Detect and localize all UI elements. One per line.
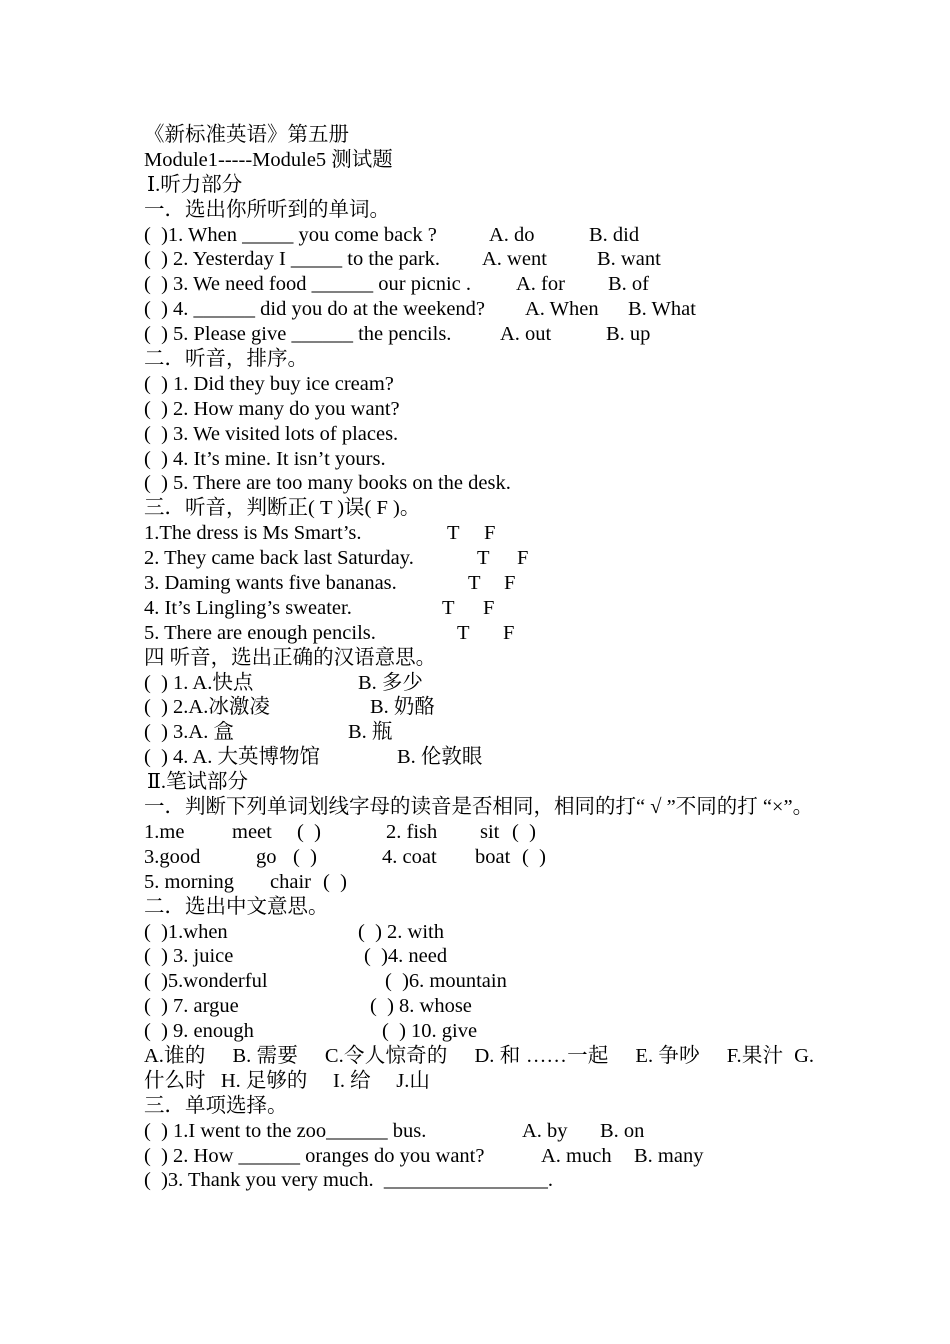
true-false-line	[144, 621, 814, 646]
meaning-line	[144, 695, 814, 720]
worksheet-subtitle: Module1-----Module5 测试题	[144, 148, 393, 171]
question-text: ( ) 2. How ______ oranges do you want?	[144, 1144, 485, 1167]
word: meet	[232, 820, 272, 843]
option-b: B. up	[606, 323, 651, 346]
listening-heading: Ⅰ.听力部分	[147, 173, 243, 196]
option-a: ( ) 3.A. 盒	[144, 721, 234, 744]
listening-sec2-heading: 二．听音，排序。	[144, 348, 308, 371]
vocab-row: ( )1.when ( ) 2. with	[144, 920, 444, 943]
option-b: B. What	[628, 298, 696, 321]
true-false-line	[144, 596, 814, 621]
option-b: B. 多少	[358, 671, 423, 694]
false-mark: F	[483, 596, 495, 619]
option-b: B. many	[634, 1144, 704, 1167]
option-a: A. When	[525, 298, 599, 321]
option-b: B. 奶酪	[370, 696, 435, 719]
vocab-row: ( ) 9. enough ( ) 10. give	[144, 1020, 478, 1043]
word: chair	[270, 870, 311, 893]
meaning-line	[144, 720, 814, 745]
vocab-row: ( )5.wonderful ( )6. mountain	[144, 970, 507, 993]
word: 4. coat	[382, 845, 437, 868]
option-a: A. for	[516, 273, 565, 296]
question-line	[144, 322, 814, 347]
true-false-line	[144, 571, 814, 596]
word: 1.me	[144, 820, 185, 843]
answer-bracket: ( )	[522, 845, 546, 868]
question-text: ( )3. Thank you very much. ________________.	[144, 1169, 553, 1192]
word: boat	[475, 845, 511, 868]
pronunciation-row	[144, 870, 814, 895]
statement-text: 4. It’s Lingling’s sweater.	[144, 596, 352, 619]
vocab-row: ( ) 3. juice ( )4. need	[144, 945, 448, 968]
question-line	[144, 297, 814, 322]
meaning-line	[144, 671, 814, 696]
true-mark: T	[457, 621, 470, 644]
worksheet-title: 《新标准英语》第五册	[144, 124, 349, 146]
word: 3.good	[144, 845, 201, 868]
option-a: ( ) 4. A. 大英博物馆	[144, 746, 320, 769]
false-mark: F	[484, 522, 496, 545]
list-item: ( ) 3. We visited lots of places.	[144, 422, 399, 445]
option-a: ( ) 1. A.快点	[144, 671, 254, 694]
question-text: ( ) 2. Yesterday I _____ to the park.	[144, 248, 441, 271]
option-b: B. of	[608, 273, 649, 296]
option-b: B. on	[600, 1119, 645, 1142]
option-a: A. by	[522, 1119, 568, 1142]
option-b: B. want	[597, 248, 661, 271]
answer-bracket: ( )	[297, 820, 321, 843]
writing-sec1-heading: 一．判断下列单词划线字母的读音是否相同，相同的打“ √ ”不同的打 “×”。	[144, 796, 814, 819]
option-a: A. went	[482, 248, 547, 271]
option-a: A. do	[489, 223, 535, 246]
meaning-line	[144, 745, 814, 770]
false-mark: F	[504, 572, 516, 595]
statement-text: 2. They came back last Saturday.	[144, 547, 414, 570]
word: 5. morning	[144, 870, 234, 893]
question-text: ( ) 1.I went to the zoo______ bus.	[144, 1119, 427, 1142]
statement-text: 3. Daming wants five bananas.	[144, 572, 397, 595]
answer-bracket: ( )	[512, 820, 536, 843]
option-a: A. out	[500, 323, 552, 346]
false-mark: F	[517, 547, 529, 570]
answer-bracket: ( )	[323, 870, 347, 893]
option-a: A. much	[541, 1144, 612, 1167]
list-item: ( ) 1. Did they buy ice cream?	[144, 372, 394, 395]
vocab-options: A.谁的 B. 需要 C.令人惊奇的 D. 和 ……一起 E. 争吵 F.果汁 G. 什么时 H. 足够的 I. 给 J.山	[144, 1044, 820, 1092]
writing-heading: Ⅱ.笔试部分	[147, 771, 249, 794]
question-line	[144, 1144, 814, 1169]
word: sit	[480, 820, 500, 843]
option-b: B. 瓶	[348, 721, 393, 744]
pronunciation-row	[144, 845, 814, 870]
option-b: B. 伦敦眼	[397, 746, 483, 769]
list-item: ( ) 4. It’s mine. It isn’t yours.	[144, 447, 386, 470]
answer-bracket: ( )	[293, 845, 317, 868]
pronunciation-row	[144, 820, 814, 845]
question-text: ( ) 5. Please give ______ the pencils.	[144, 323, 452, 346]
option-b: B. did	[589, 223, 640, 246]
word: go	[256, 845, 277, 868]
word: 2. fish	[386, 820, 438, 843]
statement-text: 5. There are enough pencils.	[144, 621, 376, 644]
writing-sec2-heading: 二．选出中文意思。	[144, 895, 329, 918]
question-text: ( ) 3. We need food ______ our picnic .	[144, 273, 472, 296]
true-mark: T	[468, 572, 481, 595]
list-item: ( ) 5. There are too many books on the desk.	[144, 472, 511, 495]
true-mark: T	[442, 596, 455, 619]
writing-sec3-heading: 三．单项选择。	[144, 1094, 288, 1117]
false-mark: F	[503, 621, 515, 644]
question-text: ( )1. When _____ you come back ?	[144, 223, 437, 246]
listening-sec3-heading: 三．听音，判断正( T )误( F )。	[144, 497, 421, 520]
question-line	[144, 1168, 814, 1193]
list-item: ( ) 2. How many do you want?	[144, 397, 400, 420]
true-mark: T	[477, 547, 490, 570]
question-line	[144, 247, 814, 272]
true-false-line	[144, 521, 814, 546]
question-line	[144, 223, 814, 248]
listening-sec1-heading: 一．选出你所听到的单词。	[144, 198, 390, 221]
question-line	[144, 272, 814, 297]
true-false-line	[144, 546, 814, 571]
worksheet-content	[144, 123, 820, 1193]
vocab-row: ( ) 7. argue ( ) 8. whose	[144, 995, 472, 1018]
statement-text: 1.The dress is Ms Smart’s.	[144, 522, 362, 545]
question-line	[144, 1119, 814, 1144]
option-a: ( ) 2.A.冰激凌	[144, 696, 270, 719]
listening-sec4-heading: 四 听音，选出正确的汉语意思。	[144, 646, 437, 669]
question-text: ( ) 4. ______ did you do at the weekend?	[144, 298, 486, 321]
true-mark: T	[447, 522, 460, 545]
